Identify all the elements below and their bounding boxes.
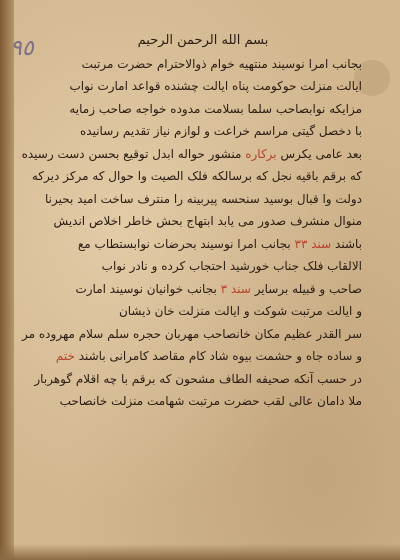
manuscript-line bbox=[44, 390, 362, 413]
line-text: دولت وا قبال بوسید سنحسه پیربینه را منترف ساخت امید بحیرنا bbox=[44, 191, 362, 206]
line-text: صاحب و قبیله برسایر bbox=[254, 281, 362, 296]
line-text: و ساده جاه و حشمت بیوه شاد کام مقاصد کامرانی باشند bbox=[78, 349, 362, 363]
line-text: بسم الله الرحمن الرحيم bbox=[137, 33, 269, 48]
line-text: که برقم باقیه نجل که برسالکه فلک الصیت وا حوال که مرکز دیرکه bbox=[31, 169, 362, 183]
manuscript-line bbox=[44, 345, 362, 368]
manuscript-line bbox=[44, 188, 362, 211]
line-text: منشور حواله ابدل توقیع بحسن دست رسیده bbox=[21, 146, 242, 161]
manuscript-line bbox=[44, 255, 362, 278]
line-text: و ایالت مرتبت شوکت و ایالت منزلت خان ذیشان bbox=[118, 304, 362, 318]
line-text: بجانب امرا نوسیند بحرضات نوابستطاب مع bbox=[77, 236, 295, 251]
manuscript-line bbox=[44, 120, 362, 143]
line-text: مزایکه نوابصاحب سلما بسلامت مدوده خواجه صاحب زمایه bbox=[69, 101, 362, 116]
invocation-line bbox=[44, 30, 362, 53]
manuscript-line bbox=[44, 210, 362, 233]
line-text: بجانب امرا نوسیند منتهیه خوام ذوالاحترام حضرت مرتبت bbox=[81, 56, 362, 71]
rubric-text: ختم bbox=[55, 349, 79, 363]
line-text: ملا دامان عالی لقب حضرت مرتبت شهامت منزلت خانصاحب bbox=[59, 394, 362, 408]
manuscript-line bbox=[34, 368, 362, 391]
rubric-text: سند ۳ bbox=[220, 281, 255, 296]
manuscript-line bbox=[44, 278, 362, 301]
manuscript-line bbox=[44, 53, 362, 76]
page-bottom-edge bbox=[0, 544, 400, 560]
line-text: بجانب خوانیان نوسیند امارت bbox=[75, 281, 221, 296]
manuscript-line bbox=[44, 98, 362, 121]
manuscript-line bbox=[22, 323, 362, 346]
manuscript-line bbox=[44, 233, 362, 256]
manuscript-line bbox=[31, 165, 362, 188]
line-text: سر القدر عظیم مکان خانصاحب مهربان حجره سلم سلام مهروده مر bbox=[22, 326, 362, 341]
line-text: در حسب آنکه صحیفه الطاف مشحون که برقم با چه اقلام گوهربار bbox=[34, 371, 362, 386]
manuscript-line bbox=[44, 75, 362, 98]
page-edge-shadow bbox=[0, 0, 14, 560]
folio-number: ٩٥ bbox=[10, 36, 34, 61]
line-text: منوال منشرف صدور می یابد ابتهاج بحش خاطر اخلاص اندیش bbox=[53, 214, 362, 228]
manuscript-line bbox=[44, 300, 362, 323]
line-text: الالقاب فلک جناب خورشید احتجاب کرده و نادر نواب bbox=[101, 259, 362, 273]
line-text: ایالت منزلت حوکومت پناه ایالت چشنده قواعد امارت نواب bbox=[69, 79, 362, 93]
line-text: با دخصل گیتی مراسم خراعت و لوازم نیاز تقدیم رسانیده bbox=[80, 124, 362, 138]
rubric-text: سند ۳۳ bbox=[294, 236, 332, 251]
line-text: بعد عامی یکرس bbox=[280, 146, 362, 161]
manuscript-line bbox=[21, 143, 362, 166]
rubric-text: برکاره bbox=[241, 146, 281, 161]
line-text: باشند bbox=[331, 236, 362, 251]
